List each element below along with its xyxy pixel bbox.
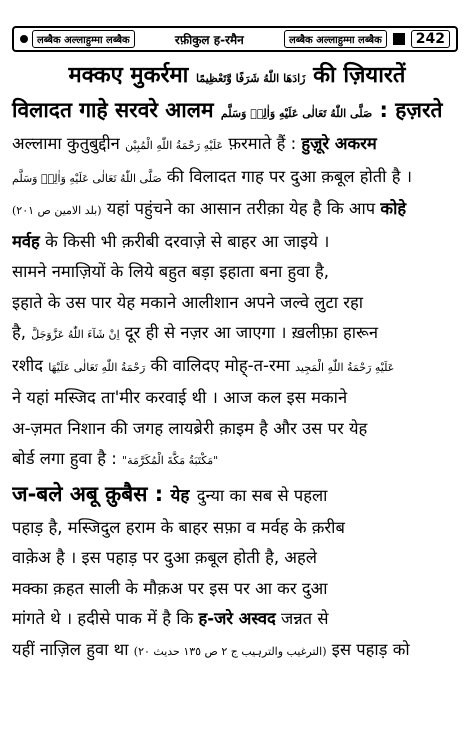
bold-text: ह-जरे अस्वद xyxy=(198,609,276,628)
text: बोर्ड लगा हुवा है : xyxy=(12,449,117,468)
section-heading-line xyxy=(12,477,462,513)
arabic-text: اِنْ شَآءَ اللّٰهُ عَزَّوَجَلَّ xyxy=(31,328,120,341)
text-line xyxy=(12,162,462,195)
arabic-text: صَلَّى اللّٰهُ تَعَالٰى عَلَيْهِ وَاٰلِهٖ وَسَلَّم xyxy=(12,171,162,185)
header-logo-right xyxy=(284,30,450,48)
reference: (بلد الامین ص ٢٠١) xyxy=(12,204,102,217)
text-line: मक्का क़हत साली के मौक़अ पर इस पर आ कर दुआ xyxy=(12,578,328,598)
page-content xyxy=(12,60,462,667)
text: अल्लामा कुतुबुद्दीन xyxy=(12,134,120,153)
subtitle-part: : हज़रते xyxy=(379,98,443,122)
text: दुन्या का सब से पहला xyxy=(196,485,328,505)
bold-text: कोहे xyxy=(380,199,407,218)
bold-text: हुज़ूरे अकरम xyxy=(301,134,377,153)
text: है, xyxy=(12,323,27,342)
bold-text: येह xyxy=(170,485,190,506)
arabic-text: رَحْمَةُ اللّٰهِ تَعَالٰى عَلَيْهَا xyxy=(48,360,146,374)
arabic-text: عَلَيْهِ رَحْمَةُ اللّٰهِ الْمُبِيْن xyxy=(125,139,224,152)
text: यहीं नाज़िल हुवा था xyxy=(12,639,129,659)
reference: (الترغیب والترہیب ج ٢ ص ١٣٥ حدیث ٢٠) xyxy=(133,644,327,658)
labbaik-logo-right: लब्बैक अल्लाहुम्मा लब्बैक xyxy=(284,30,387,48)
text-line xyxy=(12,635,462,668)
labbaik-logo-left: लब्बैक अल्लाहुम्मा लब्बैक xyxy=(32,30,135,48)
text-line xyxy=(12,318,462,351)
arabic-text: عَلَيْهِ رَحْمَةُ اللّٰهِ الْمَجِيد xyxy=(295,360,395,374)
page-header xyxy=(12,26,458,52)
text: दूर ही से नज़र आ जाएगा । ख़लीफ़ा हारून xyxy=(124,323,378,342)
text-line: सामने नमाज़ियों के लिये बहुत बड़ा इहाता बना हुवा है, xyxy=(12,262,330,281)
text-line: अ-ज़मत निशान की जगह लायब्रेरी क़ाइम है और उस पर येह xyxy=(12,418,368,438)
text-line xyxy=(12,351,462,384)
header-logo-left xyxy=(20,30,135,48)
text: के किसी भी क़रीबी दरवाज़े से बाहर आ जाइये । xyxy=(45,231,330,251)
text-line xyxy=(12,194,462,227)
text-line: वाक़ेअ है । इस पहाड़ पर दुआ क़बूल होती है, अहले xyxy=(12,548,317,567)
text: इस पहाड़ को xyxy=(331,639,410,659)
section-heading: ज-बले अबू क़ुबैस : xyxy=(12,481,164,506)
subtitle-part: विलादत गाहे सरवरे आलम xyxy=(12,98,214,122)
text: की वालिदए मोह्-त-रमा xyxy=(150,355,290,375)
text: जन्नत से xyxy=(281,609,329,628)
text-line xyxy=(12,444,462,477)
kaaba-icon xyxy=(393,33,405,45)
arabic-text: "مَكْتَبَةُ مَكَّةَ الْمُكَرَّمَة" xyxy=(122,454,219,467)
ornament-icon xyxy=(20,35,28,43)
book-title: रफ़ीकुल ह-रमैन xyxy=(174,32,244,47)
text-line xyxy=(12,129,462,162)
page-number: 242 xyxy=(411,30,450,48)
text-line xyxy=(12,227,462,258)
title-part: मक्कए मुकर्रमा xyxy=(68,63,189,88)
text: मांगते थे । हदीसे पाक में है कि xyxy=(12,609,194,628)
title-part: की ज़ियारतें xyxy=(313,63,406,88)
section-title xyxy=(12,60,462,95)
arabic-honorific: زَادَهَا اللّٰهُ شَرَفًا وَّتَعْظِيمًا xyxy=(196,72,306,85)
text: फ़रमाते हैं : xyxy=(228,134,297,153)
text-line: ने यहां मस्जिद ता'मीर करवाई थी । आज कल इस मकाने xyxy=(12,388,348,407)
section-subtitle xyxy=(12,95,462,129)
text-line: पहाड़ है, मस्जिदुल हराम के बाहर सफ़ा व मर्वह के क़रीब xyxy=(12,517,345,537)
text-line xyxy=(12,604,462,635)
bold-text: मर्वह xyxy=(12,231,40,251)
text-line: इहाते के उस पार येह मकाने आलीशान अपने जल्वे लुटा रहा xyxy=(12,292,364,312)
arabic-salutation: صَلَّى اللّٰهُ تَعَالٰى عَلَيْهِ وَاٰلِهٖ وَسَلَّم xyxy=(220,107,373,120)
text: की विलादत गाह पर दुआ क़बूल होती है । xyxy=(166,166,412,186)
text: रशीद xyxy=(12,355,44,375)
text: यहां पहुंचने का आसान तरीक़ा येह है कि आप xyxy=(106,199,376,218)
